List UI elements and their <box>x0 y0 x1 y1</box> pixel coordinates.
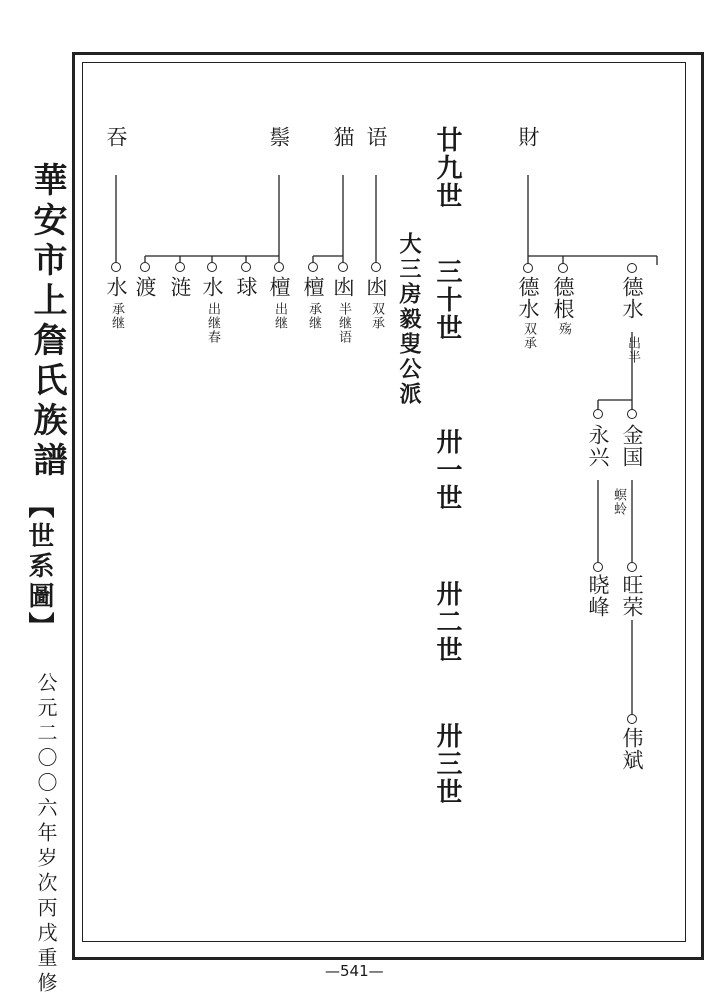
node-circle <box>207 262 217 272</box>
node-circle <box>140 262 150 272</box>
note-dewater-2: 双承 <box>521 322 536 350</box>
person-qiu: 球 <box>234 276 258 298</box>
note-tan: 承继 <box>306 302 321 330</box>
person-jinguo: 金国 <box>620 424 644 468</box>
book-title: 華安市上詹氏族譜 <box>27 162 67 482</box>
section-title: 【世系圖】 <box>24 492 54 642</box>
note-dewater-1: 出半 <box>625 336 640 364</box>
person-xiaofeng: 晓峰 <box>586 574 610 618</box>
ancestor-zong: 鬃 <box>267 126 291 148</box>
ancestor-cai: 財 <box>516 126 540 148</box>
node-circle <box>523 263 533 273</box>
person-lian: 涟 <box>168 276 192 298</box>
branch-title: 大三房毅叟公派 <box>396 232 422 407</box>
node-circle <box>274 262 284 272</box>
node-circle <box>371 262 381 272</box>
generation-29: 廿九世 <box>432 126 462 210</box>
person-dang-2: 凼 <box>331 276 355 298</box>
note-shui-2: 承继 <box>109 302 124 330</box>
person-weibin: 伟斌 <box>620 727 644 771</box>
node-circle <box>338 262 348 272</box>
person-yongxing: 永兴 <box>586 424 610 468</box>
node-circle <box>111 262 121 272</box>
generation-30: 三十世 <box>432 258 462 342</box>
person-du: 渡 <box>133 276 157 298</box>
person-dang-1: 凼 <box>364 276 388 298</box>
node-circle <box>593 409 603 419</box>
generation-33: 卅三世 <box>432 722 462 806</box>
person-degen: 德根 <box>551 276 575 320</box>
note-degen: 殇 <box>556 322 571 336</box>
ancestor-yu: 语 <box>364 126 388 148</box>
node-circle <box>558 263 568 273</box>
node-circle <box>627 263 637 273</box>
person-shui-1: 水 <box>200 276 224 298</box>
ancestor-tun: 吞 <box>104 126 128 148</box>
page-number: —541— <box>325 962 384 980</box>
person-tan: 檀 <box>301 276 325 298</box>
note-tan-2: 出继 <box>272 302 287 330</box>
note-dang-2: 半继语 <box>336 302 351 344</box>
note-shui-1: 出继春 <box>205 302 220 344</box>
note-jinguo: 螟蛉 <box>611 488 626 516</box>
person-wangrong: 旺荣 <box>620 574 644 618</box>
node-circle <box>308 262 318 272</box>
generation-32: 卅二世 <box>432 580 462 664</box>
ancestor-mao: 猫 <box>331 126 355 148</box>
node-circle <box>241 262 251 272</box>
node-circle <box>593 562 603 572</box>
person-shui-2: 水 <box>104 276 128 298</box>
person-dewater-1: 德水 <box>620 276 644 320</box>
generation-31: 卅一世 <box>432 428 462 512</box>
node-circle <box>175 262 185 272</box>
node-circle <box>627 562 637 572</box>
edition-date: 公元二〇〇六年岁次丙戌重修 <box>34 672 58 997</box>
node-circle <box>627 714 637 724</box>
note-dang-1: 双承 <box>369 302 384 330</box>
person-tan-2: 檀 <box>267 276 291 298</box>
node-circle <box>627 409 637 419</box>
person-dewater-2: 德水 <box>516 276 540 320</box>
